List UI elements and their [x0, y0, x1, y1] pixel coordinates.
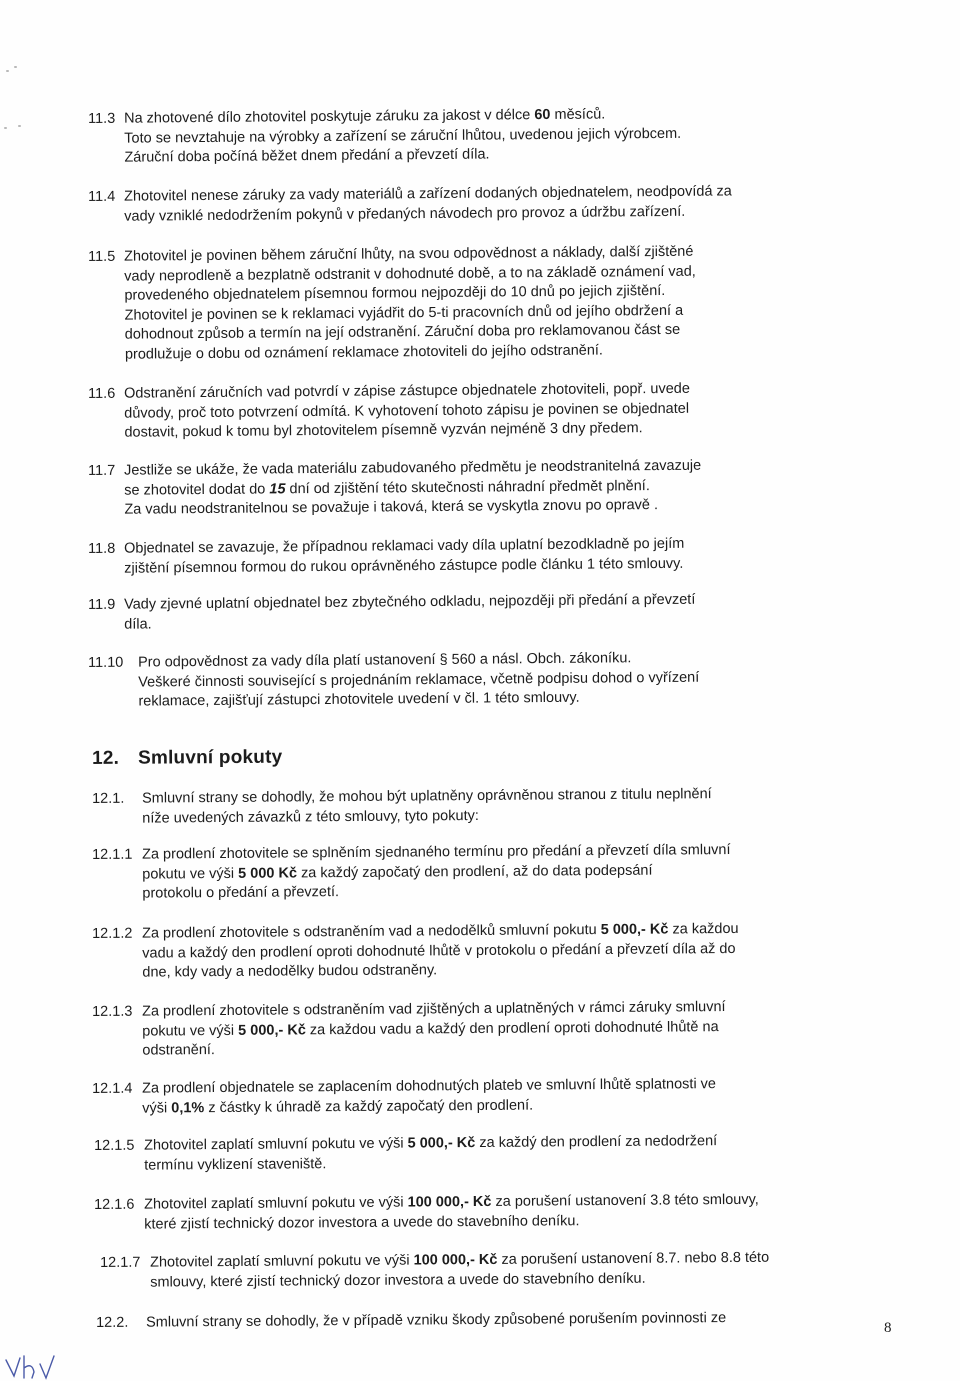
clause-text — [150, 1248, 880, 1293]
text-line: pokutu ve výši 5 000,- Kč za každou vadu a každý den prodlení oproti dohodnuté lhůtě na — [142, 1018, 719, 1040]
clause-number: 11.9 — [88, 596, 116, 613]
text-line: vady vzniklé nedodržením pokynů v předaných návodech pro provoz a údržbu zařízení. — [124, 203, 686, 225]
text-line: smlouvy, které zjistí technický dozor investora a uvede do stavebního deníku. — [150, 1270, 646, 1291]
page-number: 8 — [884, 1320, 892, 1336]
clause-number: 11.4 — [88, 188, 116, 205]
text-line: Odstranění záručních vad potvrdí v zápise zástupce objednatele zhotoviteli, popř. uvede — [124, 380, 690, 402]
clause-number: 11.6 — [88, 385, 116, 402]
text-line: Pro odpovědnost za vady díla platí ustanovení § 560 a násl. Obch. zákoníku. — [138, 650, 632, 671]
clause-number: 12.1.1 — [92, 846, 133, 863]
clause-11-8 — [88, 533, 848, 579]
clause-text — [124, 589, 848, 634]
clause-number: 12.1.2 — [92, 925, 133, 942]
clause-text — [124, 103, 848, 168]
scan-speck — [6, 70, 9, 72]
text-line: Zhotovitel nenese záruky za vady materiálů a zařízení dodaných objednatelem, neodpovídá za — [124, 183, 732, 205]
section-title: Smluvní pokuty — [137, 746, 283, 769]
text-line: Za prodlení zhotovitele s odstraněním vad a nedodělků smluvní pokutu 5 000,- Kč za každou — [142, 920, 739, 942]
text-line: se zhotovitel dodat do 15 dní od zjištění této skutečnosti náhradní předmět plnění. — [124, 477, 650, 499]
clause-12-1-6 — [94, 1190, 874, 1235]
clause-11-6 — [88, 378, 848, 443]
clause-number: 12.1.6 — [94, 1196, 135, 1213]
text-line: vady neprodleně a bezplatně odstranit v dohodnuté době, a to na základě oznámení vad, — [124, 263, 696, 285]
text-line: termínu vyklizení staveniště. — [144, 1155, 327, 1174]
text-line: Toto se nevztahuje na výrobky a zařízení se záruční lhůtou, uvedenou jejich výrobcem. — [124, 125, 682, 147]
text-line: Vady zjevné uplatní objednatel bez zbytečného odkladu, nejpozději při předání a převzetí — [124, 591, 696, 613]
text-line: Zhotovitel zaplatí smluvní pokutu ve výši 100 000,- Kč za porušení ustanovení 8.7. nebo 8.8 této — [150, 1249, 770, 1271]
text-line: zjištění písemnou formou do rukou oprávněného zástupce podle článku 1 této smlouvy. — [124, 555, 684, 577]
section-number: 12. — [92, 747, 120, 769]
clause-number: 12.2. — [96, 1314, 129, 1331]
clause-number: 12.1.4 — [92, 1080, 133, 1097]
text-line: Zhotovitel zaplatí smluvní pokutu ve výši 5 000,- Kč za každý den prodlení za nedodržení — [144, 1133, 718, 1154]
clause-number: 11.7 — [88, 462, 116, 479]
clause-text — [146, 1308, 856, 1333]
clause-text — [124, 455, 848, 520]
clause-11-3 — [88, 103, 848, 168]
clause-text — [124, 181, 848, 226]
text-line: Za prodlení objednatele se zaplacením dohodnutých plateb ve smluvní lhůtě splatnosti ve — [142, 1076, 717, 1097]
scan-speck — [18, 125, 21, 127]
text-line: prodlužuje o dobu od oznámení reklamace zhotoviteli do jejího odstranění. — [124, 342, 603, 363]
text-line: které zjistí technický dozor investora a uvede do stavebního deníku. — [144, 1212, 580, 1233]
clause-12-1-4 — [92, 1074, 852, 1119]
text-line: dohodnout způsob a termín na její odstranění. Záruční doba pro reklamovanou část se — [124, 321, 681, 343]
clause-number: 12.1.3 — [92, 1003, 133, 1020]
text-line: Smluvní strany se dohodly, že v případě vzniku škody způsobené porušením povinnosti ze — [146, 1310, 727, 1331]
clause-11-7 — [88, 455, 848, 520]
clause-11-5 — [88, 241, 849, 365]
clause-text — [142, 840, 852, 904]
clause-12-1-7 — [100, 1248, 880, 1293]
scan-speck — [14, 66, 17, 68]
scan-speck — [4, 127, 7, 129]
clause-text — [142, 1074, 852, 1119]
text-line: důvody, proč toto potvrzení odmítá. K vyhotovení tohoto zápisu je povinen se objednatel — [124, 400, 690, 422]
text-line: dostavit, pokud k tomu byl zhotovitelem písemně vyzván nejméně 3 dny předem. — [124, 420, 643, 441]
text-line: Objednatel se zavazuje, že případnou reklamaci vady díla uplatní bezodkladně po jejím — [124, 535, 685, 557]
clause-number: 12.1.7 — [100, 1254, 141, 1271]
clause-12-1 — [92, 784, 852, 829]
text-line: odstranění. — [142, 1042, 215, 1059]
clause-12-2 — [96, 1308, 856, 1333]
text-line: Zhotovitel je povinen během záruční lhůty, na svou odpovědnost a náklady, další zjištěné — [124, 243, 694, 265]
text-line: vadu a každý den prodlení oproti dohodnuté lhůtě v protokolu o předání a převzetí díla až do — [142, 940, 736, 962]
clause-text — [144, 1190, 874, 1235]
text-line: Zhotovitel je povinen se k reklamaci vyjádřit do 5-ti pracovních dnů od jejího obdržení a — [124, 302, 684, 324]
clause-text — [144, 1131, 854, 1176]
text-line: dne, kdy vady a nedodělky budou odstraněny. — [142, 962, 438, 981]
text-line: Za prodlení zhotovitele se splněním sjednaného termínu pro předání a převzetí díla smluvní — [142, 841, 731, 863]
text-line: Na zhotovené dílo zhotovitel poskytuje záruku za jakost v délce 60 měsíců. — [124, 106, 606, 127]
clause-11-10 — [88, 647, 848, 712]
clause-text — [142, 784, 852, 829]
text-line: reklamace, zajišťují zástupci zhotovitele uvedení v čl. 1 této smlouvy. — [138, 689, 580, 710]
clause-11-9 — [88, 589, 848, 635]
handwritten-initials-icon — [2, 1352, 62, 1382]
section-heading — [92, 747, 282, 770]
text-line: Smluvní strany se dohodly, že mohou být uplatněny oprávněnou stranou z titulu neplnění — [142, 786, 712, 807]
text-line: výši 0,1% z částky k úhradě za každý započatý den prodlení. — [142, 1097, 534, 1117]
text-line: Za vadu neodstranitelnou se považuje i taková, která se vyskytla znovu po opravě . — [124, 497, 659, 518]
text-line: Veškeré činnosti související s projednáním reklamace, včetně podpisu dohod o vyřízení — [138, 669, 700, 691]
text-line: provedeného objednatelem písemnou formou nejpozději do 10 dnů po jejich zjištění. — [124, 282, 666, 304]
text-line: Jestliže se ukáže, že vada materiálu zabudovaného předmětu je neodstranitelná zavazuje — [124, 457, 702, 479]
clause-text — [138, 647, 848, 712]
clause-number: 11.8 — [88, 540, 116, 557]
clause-number: 12.1.5 — [94, 1137, 135, 1154]
text-line: pokutu ve výši 5 000 Kč za každý započatý den prodlení, až do data podepsání — [142, 862, 653, 883]
clause-number: 11.5 — [88, 248, 116, 265]
text-line: Zhotovitel zaplatí smluvní pokutu ve výši 100 000,- Kč za porušení ustanovení 3.8 této smlouvy, — [144, 1191, 759, 1213]
clause-12-1-2 — [92, 919, 852, 983]
clause-number: 11.10 — [88, 654, 124, 671]
clause-11-4 — [88, 181, 848, 227]
clause-text — [124, 533, 848, 578]
clause-12-1-5 — [94, 1131, 854, 1176]
clause-text — [124, 241, 849, 364]
clause-12-1-1 — [92, 840, 852, 904]
clause-text — [124, 378, 848, 443]
clause-number: 12.1. — [92, 790, 125, 807]
text-line: níže uvedených závazků z této smlouvy, tyto pokuty: — [142, 807, 479, 827]
text-line: díla. — [124, 615, 152, 633]
clause-12-1-3 — [92, 997, 852, 1061]
clause-text — [142, 919, 852, 983]
clause-number: 11.3 — [88, 110, 116, 127]
text-line: protokolu o předání a převzetí. — [142, 884, 340, 902]
text-line: Za prodlení zhotovitele s odstraněním vad zjištěných a uplatněných v rámci záruky smluvní — [142, 999, 726, 1020]
text-line: Záruční doba počíná běžet dnem předání a převzetí díla. — [124, 146, 490, 166]
clause-text — [142, 997, 852, 1061]
